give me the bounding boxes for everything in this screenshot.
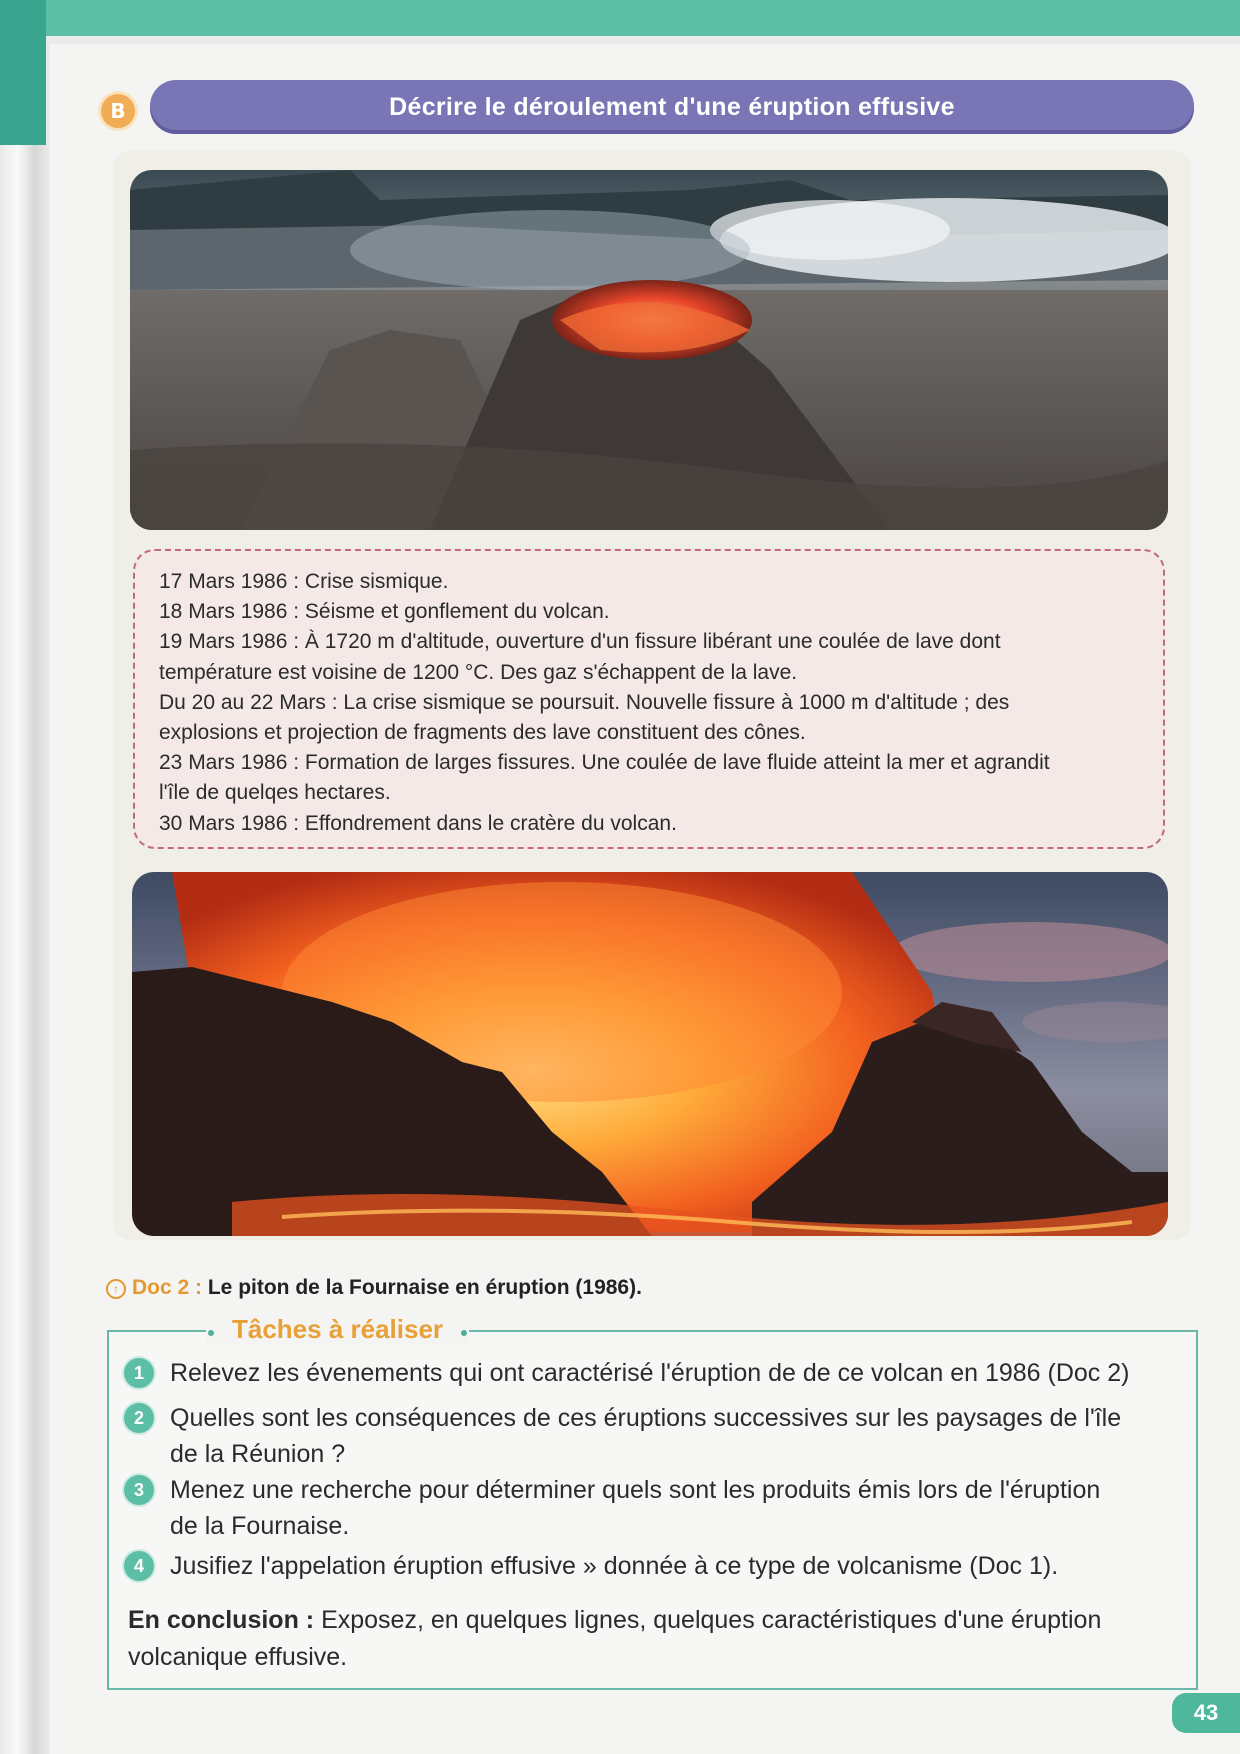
- task-number: 2: [124, 1403, 154, 1433]
- tasks-heading-text: Tâches à réaliser: [232, 1314, 444, 1344]
- timeline-line: 23 Mars 1986 : Formation de larges fissures. Une coulée de lave fluide atteint la mer et agrandit: [159, 751, 1050, 775]
- tasks-heading: [206, 1314, 469, 1345]
- task-number: 1: [124, 1358, 154, 1388]
- task-text: [170, 1472, 1200, 1544]
- crater-photo: [130, 170, 1168, 530]
- section-badge: B: [101, 94, 135, 128]
- conclusion-label: En conclusion :: [128, 1606, 315, 1634]
- timeline-line: 19 Mars 1986 : À 1720 m d'altitude, ouverture d'un fissure libérant une coulée de lave dont: [159, 630, 1001, 654]
- conclusion-text-continued: volcanique effusive.: [128, 1643, 348, 1671]
- doc-reference: Doc 2 :: [132, 1276, 203, 1299]
- task-number: 3: [124, 1475, 154, 1505]
- task-line: Relevez les évenements qui ont caractérisé l'éruption de de ce volcan en 1986 (Doc 2): [170, 1359, 1130, 1387]
- task-line: Jusifiez l'appelation éruption effusive » donnée à ce type de volcanisme (Doc 1).: [170, 1552, 1059, 1580]
- eruption-timeline: [133, 549, 1165, 849]
- doc-title: Le piton de la Fournaise en éruption (1986).: [207, 1276, 642, 1299]
- page-number: 43: [1172, 1693, 1240, 1733]
- doc-caption: [106, 1276, 642, 1300]
- task-number: 4: [124, 1551, 154, 1581]
- lava-fountain-photo: [132, 872, 1168, 1236]
- top-band-shadow: [46, 36, 1240, 44]
- timeline-line: explosions et projection de fragments des lave constituent des cônes.: [159, 721, 806, 745]
- timeline-line: 18 Mars 1986 : Séisme et gonflement du volcan.: [159, 600, 610, 624]
- timeline-line: température est voisine de 1200 °C. Des gaz s'échappent de la lave.: [159, 660, 798, 684]
- conclusion-text: Exposez, en quelques lignes, quelques caractéristiques d'une éruption: [314, 1606, 1102, 1634]
- top-band: [46, 0, 1240, 36]
- timeline-line: l'île de quelqes hectares.: [159, 781, 391, 805]
- task-text: [170, 1548, 1200, 1584]
- arrow-up-icon: ↑: [106, 1279, 126, 1299]
- timeline-line: Du 20 au 22 Mars : La crise sismique se poursuit. Nouvelle fissure à 1000 m d'altitude ; des: [159, 690, 1010, 714]
- task-line: de la Fournaise.: [170, 1512, 350, 1540]
- timeline-line: 17 Mars 1986 : Crise sismique.: [159, 570, 449, 593]
- task-line: Quelles sont les conséquences de ces éruptions successives sur les paysages de l'île: [170, 1404, 1122, 1432]
- task-text: [170, 1400, 1200, 1472]
- task-line: Menez une recherche pour déterminer quels sont les produits émis lors de l'éruption: [170, 1476, 1101, 1504]
- spine-accent: [0, 0, 46, 145]
- timeline-line: 30 Mars 1986 : Effondrement dans le cratère du volcan.: [159, 811, 677, 835]
- section-title: [150, 80, 1194, 134]
- section-title-text: Décrire le déroulement d'une éruption effusive: [389, 92, 955, 121]
- task-line: de la Réunion ?: [170, 1440, 346, 1468]
- conclusion: [128, 1602, 1148, 1676]
- task-text: [170, 1355, 1200, 1391]
- book-spine: [0, 0, 50, 1754]
